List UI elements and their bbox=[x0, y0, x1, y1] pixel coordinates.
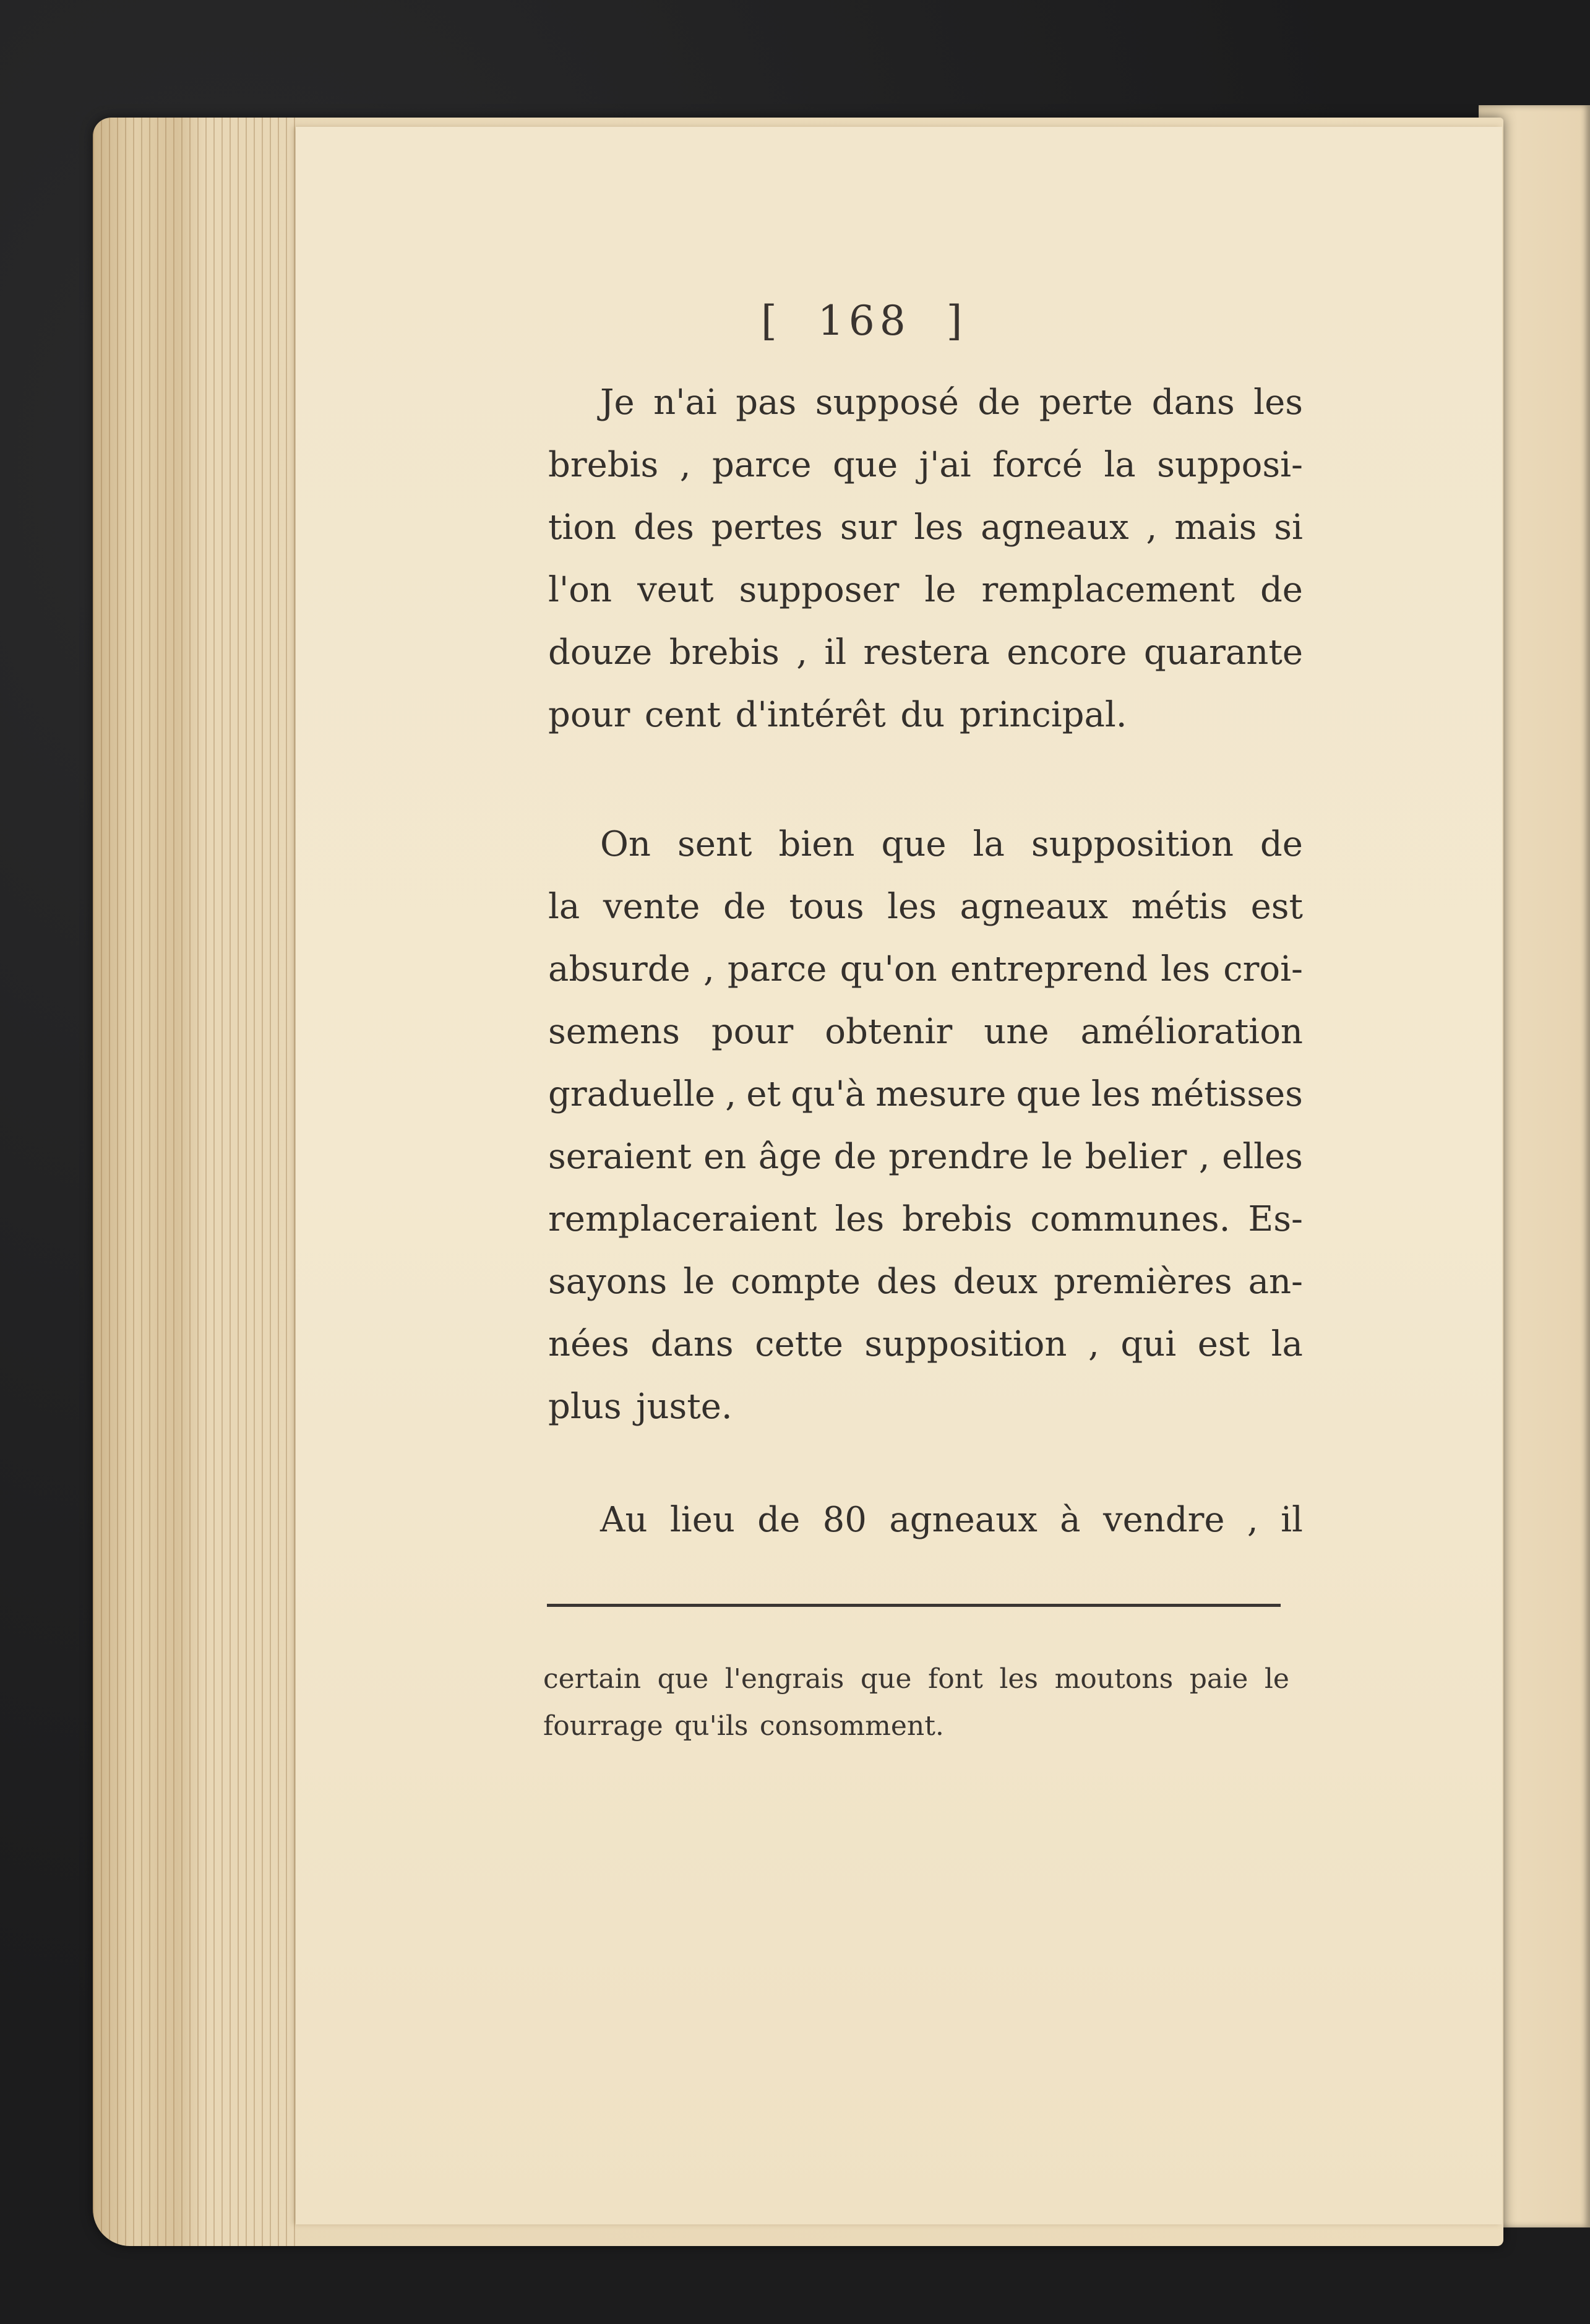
word: paie bbox=[1189, 1663, 1248, 1695]
word: des bbox=[876, 1262, 937, 1302]
word: mesure bbox=[875, 1074, 1007, 1114]
text-line bbox=[548, 434, 1303, 496]
word: pertes bbox=[711, 507, 823, 548]
word: j'ai bbox=[919, 445, 971, 485]
text-line bbox=[548, 1125, 1303, 1188]
word: remplaceraient bbox=[548, 1199, 817, 1239]
word: compte bbox=[731, 1262, 861, 1302]
word: le bbox=[924, 570, 956, 610]
text-line bbox=[548, 1375, 1303, 1438]
word: les bbox=[887, 887, 937, 927]
text-line bbox=[548, 813, 1303, 876]
text-line bbox=[548, 496, 1303, 559]
word: graduelle bbox=[548, 1074, 716, 1114]
word: On bbox=[600, 824, 651, 864]
word: , bbox=[703, 949, 715, 989]
text-line bbox=[548, 1313, 1303, 1375]
word: Au bbox=[600, 1500, 648, 1540]
text-line bbox=[543, 1703, 1289, 1750]
word: parce bbox=[712, 445, 812, 485]
word: supposition bbox=[864, 1324, 1067, 1364]
word: il bbox=[1281, 1500, 1303, 1540]
word: tous bbox=[789, 887, 864, 927]
word: les bbox=[1161, 949, 1211, 989]
word: douze bbox=[548, 632, 653, 673]
word: le bbox=[683, 1262, 715, 1302]
word: premières bbox=[1054, 1262, 1232, 1302]
word: dans bbox=[1151, 382, 1235, 423]
word: la bbox=[548, 887, 580, 927]
word: âge bbox=[758, 1137, 822, 1177]
word: métis bbox=[1131, 887, 1227, 927]
word: en bbox=[703, 1137, 747, 1177]
word: une bbox=[984, 1012, 1049, 1052]
word: agneaux bbox=[889, 1500, 1038, 1540]
word: principal. bbox=[959, 695, 1127, 735]
word: , bbox=[725, 1074, 737, 1114]
word: , bbox=[679, 445, 691, 485]
paragraph-2 bbox=[548, 813, 1303, 1438]
word: deux bbox=[953, 1262, 1038, 1302]
word: bien bbox=[778, 824, 855, 864]
word: sayons bbox=[548, 1262, 668, 1302]
word: tion bbox=[548, 507, 617, 548]
word: de bbox=[1260, 570, 1303, 610]
word: les bbox=[1253, 382, 1303, 423]
word: , bbox=[1247, 1500, 1258, 1540]
word: certain bbox=[543, 1663, 642, 1695]
word: 80 bbox=[822, 1500, 867, 1540]
word: font bbox=[927, 1663, 983, 1695]
word: supposer bbox=[739, 570, 900, 610]
word: pour bbox=[548, 695, 630, 735]
word: , bbox=[1088, 1324, 1099, 1364]
word: et bbox=[746, 1074, 781, 1114]
word: que bbox=[881, 824, 947, 864]
word: seraient bbox=[548, 1137, 692, 1177]
word: supposé bbox=[815, 382, 959, 423]
word: la bbox=[973, 824, 1005, 864]
word: obtenir bbox=[825, 1012, 953, 1052]
word: quarante bbox=[1143, 632, 1303, 673]
word: d'intérêt bbox=[735, 695, 886, 735]
word: semens bbox=[548, 1012, 680, 1052]
text-line bbox=[548, 1489, 1303, 1551]
word: brebis bbox=[548, 445, 659, 485]
word: restera bbox=[863, 632, 990, 673]
word: croi- bbox=[1223, 949, 1303, 989]
word: agneaux bbox=[960, 887, 1108, 927]
page-number: [ 168 ] bbox=[761, 297, 968, 345]
word: qu'à bbox=[791, 1074, 866, 1114]
word: prendre bbox=[888, 1137, 1029, 1177]
word: sur bbox=[840, 507, 897, 548]
text-line bbox=[548, 1188, 1303, 1250]
word: vendre bbox=[1102, 1500, 1225, 1540]
word: moutons bbox=[1054, 1663, 1174, 1695]
word: plus bbox=[548, 1387, 622, 1427]
text-line bbox=[548, 938, 1303, 1001]
word: de bbox=[978, 382, 1021, 423]
word: la bbox=[1104, 445, 1136, 485]
word: Je bbox=[600, 382, 635, 423]
word: des bbox=[634, 507, 694, 548]
word: de bbox=[833, 1137, 877, 1177]
text-line bbox=[543, 1656, 1289, 1703]
word: qu'on bbox=[840, 949, 937, 989]
word: l'engrais bbox=[724, 1663, 844, 1695]
word: de bbox=[723, 887, 766, 927]
paragraph-3 bbox=[548, 1489, 1303, 1551]
word: les bbox=[999, 1663, 1039, 1695]
word: cent bbox=[644, 695, 721, 735]
text-line bbox=[548, 876, 1303, 938]
word: perte bbox=[1039, 382, 1133, 423]
word: consomment. bbox=[759, 1710, 944, 1742]
word: mais bbox=[1174, 507, 1257, 548]
word: juste. bbox=[636, 1387, 733, 1427]
text-line bbox=[548, 1001, 1303, 1063]
word: remplacement bbox=[981, 570, 1235, 610]
word: supposi- bbox=[1157, 445, 1303, 485]
word: absurde bbox=[548, 949, 690, 989]
word: le bbox=[1264, 1663, 1289, 1695]
text-line bbox=[548, 559, 1303, 621]
word: le bbox=[1041, 1137, 1073, 1177]
word: , bbox=[1146, 507, 1158, 548]
word: veut bbox=[637, 570, 714, 610]
word: qui bbox=[1120, 1324, 1177, 1364]
word: brebis bbox=[669, 632, 780, 673]
word: forcé bbox=[992, 445, 1083, 485]
word: du bbox=[900, 695, 945, 735]
word: n'ai bbox=[653, 382, 717, 423]
word: fourrage bbox=[543, 1710, 663, 1742]
word: agneaux bbox=[981, 507, 1129, 548]
word: vente bbox=[603, 887, 700, 927]
word: de bbox=[757, 1500, 801, 1540]
word: brebis bbox=[902, 1199, 1013, 1239]
text-line bbox=[548, 1063, 1303, 1125]
text-line bbox=[548, 1250, 1303, 1313]
word: est bbox=[1250, 887, 1303, 927]
word: parce bbox=[727, 949, 827, 989]
word: pour bbox=[711, 1012, 794, 1052]
footnote bbox=[543, 1656, 1289, 1750]
word: à bbox=[1060, 1500, 1081, 1540]
word: que bbox=[657, 1663, 709, 1695]
word: métisses bbox=[1150, 1074, 1303, 1114]
word: pas bbox=[736, 382, 797, 423]
word: les bbox=[914, 507, 964, 548]
word: l'on bbox=[548, 570, 612, 610]
paragraph-1 bbox=[548, 371, 1303, 746]
word: les bbox=[835, 1199, 885, 1239]
word: cette bbox=[755, 1324, 843, 1364]
word: supposition bbox=[1031, 824, 1234, 864]
word: lieu bbox=[669, 1500, 735, 1540]
word: , bbox=[796, 632, 808, 673]
word: amélioration bbox=[1080, 1012, 1303, 1052]
text-line bbox=[548, 684, 1303, 746]
word: nées bbox=[548, 1324, 630, 1364]
word: il bbox=[824, 632, 847, 673]
word: , bbox=[1198, 1137, 1210, 1177]
word: est bbox=[1197, 1324, 1250, 1364]
text-line bbox=[548, 621, 1303, 684]
word: que bbox=[860, 1663, 912, 1695]
word: de bbox=[1260, 824, 1303, 864]
word: belier bbox=[1085, 1137, 1187, 1177]
word: la bbox=[1271, 1324, 1303, 1364]
word: sent bbox=[677, 824, 752, 864]
word: dans bbox=[650, 1324, 734, 1364]
word: an- bbox=[1248, 1262, 1303, 1302]
word: les bbox=[1091, 1074, 1141, 1114]
word: qu'ils bbox=[674, 1710, 749, 1742]
word: si bbox=[1274, 507, 1303, 548]
word: Es- bbox=[1248, 1199, 1303, 1239]
footnote-rule bbox=[547, 1604, 1281, 1607]
word: elles bbox=[1222, 1137, 1303, 1177]
text-line bbox=[548, 371, 1303, 434]
word: encore bbox=[1007, 632, 1127, 673]
word: que bbox=[1016, 1074, 1081, 1114]
word: que bbox=[833, 445, 898, 485]
word: communes. bbox=[1030, 1199, 1231, 1239]
word: entreprend bbox=[950, 949, 1148, 989]
